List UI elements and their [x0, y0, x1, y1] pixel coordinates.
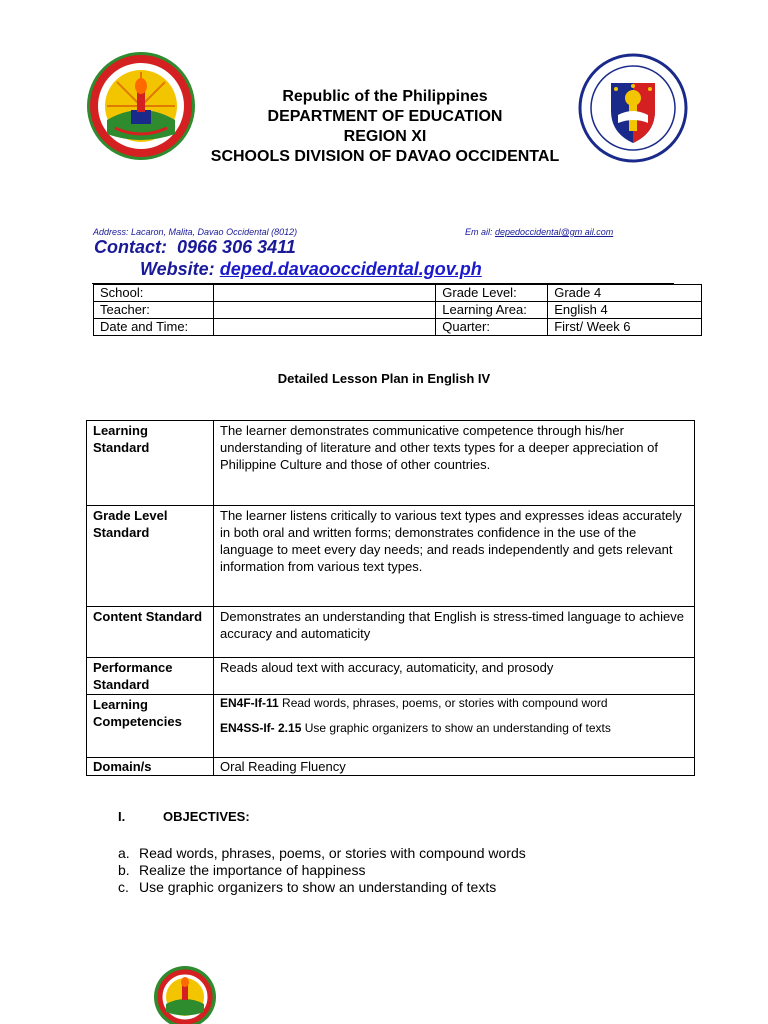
row-label-learning-competencies: Learning Competencies — [87, 695, 214, 758]
table-row — [87, 421, 695, 506]
info-label-grade: Grade Level: — [436, 285, 548, 302]
objective-text: Read words, phrases, poems, or stories with compound words — [139, 845, 526, 861]
info-label-school: School: — [94, 285, 214, 302]
info-label-area: Learning Area: — [436, 302, 548, 319]
website-line — [140, 259, 482, 280]
email-line — [465, 227, 613, 237]
competency-2 — [220, 721, 688, 736]
table-row — [87, 506, 695, 607]
table-row — [94, 285, 702, 302]
contact-phone: 0966 306 3411 — [177, 237, 296, 257]
website-label: Website: — [140, 259, 215, 279]
competency-2-code: EN4SS-If- 2.15 — [220, 721, 302, 735]
row-text-learning-standard: The learner demonstrates communicative competence through his/her understanding of literature and other texts types for a deeper appreciation of Philippine Culture and those of other countries. — [214, 421, 695, 506]
objectives-heading — [118, 809, 250, 824]
row-text-content-standard: Demonstrates an understanding that English is stress-timed language to achieve accuracy and automaticity — [214, 607, 695, 658]
contact-label: Contact: — [94, 237, 167, 257]
info-label-quarter: Quarter: — [436, 319, 548, 336]
info-label-teacher: Teacher: — [94, 302, 214, 319]
table-row — [94, 302, 702, 319]
row-text-performance-standard: Reads aloud text with accuracy, automaticity, and prosody — [214, 658, 695, 695]
contact-line — [94, 237, 296, 258]
row-text-domain: Oral Reading Fluency — [214, 758, 695, 776]
objective-letter: c. — [118, 879, 129, 895]
list-item — [118, 862, 526, 879]
deped-seal-logo — [578, 53, 688, 163]
info-label-datetime: Date and Time: — [94, 319, 214, 336]
info-value-grade: Grade 4 — [548, 285, 702, 302]
objective-text: Realize the importance of happiness — [139, 862, 366, 878]
lesson-title: Detailed Lesson Plan in English IV — [277, 371, 491, 386]
row-label-content-standard: Content Standard — [87, 607, 214, 658]
list-item — [118, 879, 526, 896]
info-value-teacher — [213, 302, 435, 319]
competency-1-code: EN4F-If-11 — [220, 696, 279, 710]
objectives-list — [118, 845, 526, 896]
table-row — [94, 319, 702, 336]
header-department: DEPARTMENT OF EDUCATION — [267, 108, 503, 125]
objective-letter: a. — [118, 845, 130, 861]
row-text-learning-competencies — [214, 695, 695, 758]
standards-table — [86, 420, 695, 776]
objective-text: Use graphic organizers to show an understanding of texts — [139, 879, 497, 895]
address-text: Address: Lacaron, Malita, Davao Occidental (8012) — [93, 227, 298, 237]
objectives-title: OBJECTIVES: — [163, 809, 250, 824]
table-row — [87, 758, 695, 776]
table-row — [87, 607, 695, 658]
row-label-grade-level-standard: Grade Level Standard — [87, 506, 214, 607]
info-value-area: English 4 — [548, 302, 702, 319]
email-label: Em ail: — [465, 227, 493, 237]
objective-letter: b. — [118, 862, 130, 878]
info-table — [93, 284, 702, 336]
competency-2-text: Use graphic organizers to show an understanding of texts — [304, 721, 611, 735]
row-label-domain: Domain/s — [87, 758, 214, 776]
info-value-quarter: First/ Week 6 — [548, 319, 702, 336]
footer-division-seal-logo — [152, 964, 218, 1024]
competency-1 — [220, 696, 688, 711]
competency-1-text: Read words, phrases, poems, or stories with compound word — [282, 696, 608, 710]
header-region: REGION XI — [343, 128, 427, 145]
website-link[interactable]: deped.davaooccidental.gov.ph — [219, 259, 482, 279]
row-label-performance-standard: Performance Standard — [87, 658, 214, 695]
header-republic: Republic of the Philippines — [282, 88, 488, 105]
table-row — [87, 658, 695, 695]
header-division: SCHOOLS DIVISION OF DAVAO OCCIDENTAL — [210, 148, 560, 165]
row-text-grade-level-standard: The learner listens critically to various text types and expresses ideas accurately in both oral and written forms; demonstrates confidence in the use of the language to meet every day needs; and reads independently and gets relevant information from various text types. — [214, 506, 695, 607]
objectives-number: I. — [118, 809, 126, 824]
email-link[interactable]: depedoccidental@gm ail.com — [495, 227, 614, 237]
row-label-learning-standard: Learning Standard — [87, 421, 214, 506]
table-row — [87, 695, 695, 758]
info-value-school — [213, 285, 435, 302]
info-value-datetime — [213, 319, 435, 336]
list-item — [118, 845, 526, 862]
